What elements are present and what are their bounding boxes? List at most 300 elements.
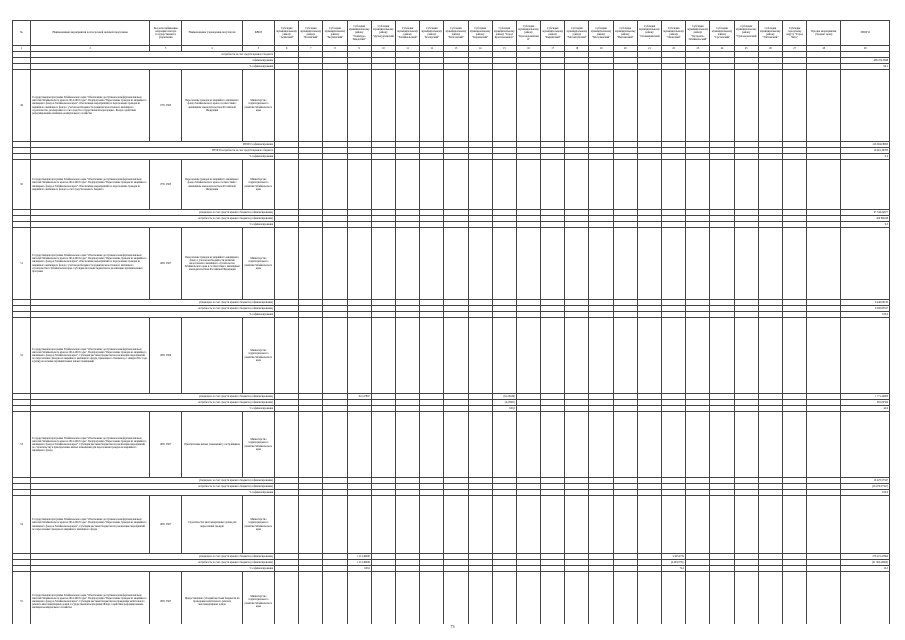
recipient: Переселение граждан из аварийного жилищного фонда с учетом необходимости развития малоэтажного жилищного строительства Забайкальского края в соответствии с жилищным законодательством Российской Федерации <box>182 228 242 300</box>
table-cell <box>492 70 516 142</box>
financing-label: потребность за счет средств краевого бюджета (софинансирование) <box>31 400 275 406</box>
kvsr: Министерство территориального развития Забайкальского края <box>242 572 274 625</box>
table-cell <box>541 318 565 394</box>
table-cell <box>468 572 492 625</box>
column-header: Наименование учреждения-получателя <box>182 21 242 46</box>
subsidy-table <box>12 20 890 624</box>
financing-total: 0,4 <box>841 154 890 160</box>
financing-total: 216 004,08993 <box>841 142 890 148</box>
table-cell <box>782 228 806 300</box>
table-cell <box>565 496 589 554</box>
table-cell <box>662 228 686 300</box>
column-number: 1 <box>13 46 31 52</box>
table-cell <box>275 496 299 554</box>
table-cell <box>710 412 734 478</box>
table-cell <box>492 412 516 478</box>
table-cell <box>637 496 661 554</box>
table-cell <box>395 412 419 478</box>
table-cell <box>492 160 516 210</box>
table-cell <box>347 228 371 300</box>
program-description: Государственная программа Забайкальского края "Обеспечение доступным и комфортным жильем жителей Забайкальского края на 2014-2018 годы". Подпрограмма "Переселение граждан из аварийного жилищного фонда в Забайкальском крае". Субсидии местным бюджетам на реализацию мероприятий по строительству и приобретению жилых помещений для переселения граждан из аварийного жилищного фонда <box>31 412 150 478</box>
table-cell <box>444 318 468 394</box>
column-header: Субсидия муниципальному району "Петровск-Забайкальский" <box>686 21 710 46</box>
table-cell <box>371 70 395 142</box>
table-cell <box>347 412 371 478</box>
table-cell <box>299 318 323 394</box>
table-cell <box>686 496 710 554</box>
column-header: Субсидия муниципальному району "Каларский" <box>420 21 444 46</box>
financing-label: % софинансирования <box>31 154 275 160</box>
column-header: Субсидия городскому округу "Город Чита" <box>782 21 806 46</box>
column-number: 14 <box>468 46 492 52</box>
financing-label: % софинансирования <box>31 566 275 572</box>
financing-total: 0,3 <box>841 222 890 228</box>
row-number: 54 <box>13 496 31 554</box>
row-number: 51 <box>13 228 31 300</box>
district-value: 100,0 <box>492 406 516 412</box>
table-cell <box>613 412 637 478</box>
table-cell <box>395 572 419 625</box>
table-cell <box>841 318 890 394</box>
column-header: Субсидия муниципальному району "Город Краснокаменск" <box>492 21 516 46</box>
financing-total: 270 221,47664 <box>841 554 890 560</box>
table-cell <box>299 228 323 300</box>
table-cell <box>686 412 710 478</box>
table-cell <box>565 70 589 142</box>
program-description: Государственная программа Забайкальского края "Обеспечение доступным и комфортным жильем жителей Забайкальского края на 2014-2018 годы". Подпрограмма "Переселение граждан из аварийного жилищного фонда в Забайкальском крае". Субсидии местным бюджетам на проведение капитального ремонта многоквартирных домов, государственной корпорации Фонда содействия реформированию жилищно-коммунального хозяйства <box>31 572 150 625</box>
header-row <box>13 21 890 46</box>
table-cell <box>589 572 613 625</box>
summary-label: % софинансирования <box>31 64 275 70</box>
recipient: Строительство многоквартирных домов для переселения граждан <box>182 496 242 554</box>
column-header: Субсидия муниципальному району "Агинский" <box>275 21 299 46</box>
table-cell <box>565 228 589 300</box>
financing-total: (21 362,40664) <box>841 560 890 566</box>
district-value: 821,47897 <box>347 394 371 400</box>
table-cell <box>347 318 371 394</box>
kvsr: Министерство территориального развития Забайкальского края <box>242 228 274 300</box>
financing-total: 100,0 <box>841 312 890 318</box>
column-header: Субсидия муниципальному району "Забайкальский" <box>395 21 419 46</box>
table-cell <box>637 70 661 142</box>
table-cell <box>565 160 589 210</box>
table-cell <box>734 318 758 394</box>
column-header: Субсидия муниципальному району "Ононский" <box>662 21 686 46</box>
recipient <box>182 318 242 394</box>
kvsr: Министерство территориального развития Забайкальского края <box>242 318 274 394</box>
table-cell <box>613 160 637 210</box>
table-cell <box>492 318 516 394</box>
column-header: КВСР <box>242 21 274 46</box>
table-cell <box>371 318 395 394</box>
table-cell <box>734 160 758 210</box>
table-cell <box>782 70 806 142</box>
table-cell <box>468 412 492 478</box>
table-cell <box>662 572 686 625</box>
program-row <box>13 160 890 210</box>
table-cell <box>323 412 347 478</box>
table-cell <box>710 228 734 300</box>
row-number: 50 <box>13 160 31 210</box>
table-cell <box>782 160 806 210</box>
financing-total: 12,3 <box>841 566 890 572</box>
financing-total: 16 470,57347 <box>841 478 890 484</box>
column-header: Субсидия муниципальному району "Улётовский" <box>758 21 782 46</box>
table-cell <box>492 228 516 300</box>
financing-label: потребность за счет средств краевого бюджета (софинансирование) <box>31 484 275 490</box>
column-number: 16 <box>516 46 540 52</box>
table-cell <box>807 70 841 142</box>
table-cell <box>395 318 419 394</box>
table-cell <box>807 496 841 554</box>
table-cell <box>807 318 841 394</box>
table-cell <box>444 412 468 478</box>
column-number: 11 <box>395 46 419 52</box>
table-cell <box>299 412 323 478</box>
table-cell <box>807 572 841 625</box>
table-cell <box>841 496 890 554</box>
table-cell <box>686 70 710 142</box>
column-number: 21 <box>637 46 661 52</box>
column-number: 10 <box>371 46 395 52</box>
table-cell <box>807 412 841 478</box>
district-value: (61,23439) <box>492 394 516 400</box>
table-cell <box>275 160 299 210</box>
summary-total: 94,1 <box>841 64 890 70</box>
table-cell <box>275 318 299 394</box>
table-cell <box>299 572 323 625</box>
table-cell <box>589 496 613 554</box>
program-row <box>13 572 890 625</box>
table-cell <box>395 160 419 210</box>
table-cell <box>420 160 444 210</box>
table-cell <box>589 318 613 394</box>
financing-total: 9 400,83537 <box>841 306 890 312</box>
column-header: Наименование мероприятия долгосрочной целевой программы <box>31 21 150 46</box>
table-cell <box>420 318 444 394</box>
district-value: 100,0 <box>347 566 371 572</box>
table-body <box>13 52 890 625</box>
financing-label: утверждено за счет средств краевого бюджета (софинансирование) <box>31 554 275 560</box>
column-header: Субсидия муниципальному району "Красночикойский" <box>516 21 540 46</box>
table-cell <box>758 70 782 142</box>
table-cell <box>371 572 395 625</box>
table-cell <box>807 228 841 300</box>
table-cell <box>420 70 444 142</box>
table-cell <box>492 572 516 625</box>
district-value: 1 213,46496 <box>347 554 371 560</box>
column-number: 26 <box>758 46 782 52</box>
column-number: 4 <box>182 46 242 52</box>
table-cell <box>299 496 323 554</box>
column-number: 3 <box>150 46 182 52</box>
district-value: 4 403,0731 <box>662 554 686 560</box>
table-cell <box>420 572 444 625</box>
table-cell <box>516 318 540 394</box>
table-cell <box>637 412 661 478</box>
table-cell <box>516 412 540 478</box>
table-cell <box>347 70 371 142</box>
table-cell <box>758 228 782 300</box>
table-cell <box>275 412 299 478</box>
table-cell <box>613 228 637 300</box>
column-header: Субсидия муниципальному району "Тунгокоченский" <box>734 21 758 46</box>
program-row <box>13 228 890 300</box>
column-number: 15 <box>492 46 516 52</box>
table-cell <box>516 572 540 625</box>
classification-code: 0751 0503 <box>150 70 182 142</box>
table-cell <box>758 318 782 394</box>
district-value: 74,2 <box>662 566 686 572</box>
recipient: Приобретение жилых помещений у застройщиков <box>182 412 242 478</box>
column-header: ИТОГО <box>841 21 890 46</box>
recipient: Переселение граждан из аварийного жилищного фонда Забайкальского края в соответствии с жилищным законодательством Российской Федерации <box>182 160 242 210</box>
table-cell <box>710 160 734 210</box>
table-cell <box>734 70 758 142</box>
table-cell <box>516 228 540 300</box>
table-cell <box>662 412 686 478</box>
column-header: Субсидия муниципальному району "Калганский" <box>444 21 468 46</box>
column-number: 18 <box>565 46 589 52</box>
district-value: 1 213,46496 <box>347 560 371 566</box>
table-cell <box>637 318 661 394</box>
column-number: 5 <box>242 46 274 52</box>
table-cell <box>782 496 806 554</box>
summary-label: потребность за счет средств краевого бюджета <box>31 52 275 58</box>
column-number: 19 <box>589 46 613 52</box>
column-header: Субсидия муниципальному району "Карымский" <box>468 21 492 46</box>
column-header: Субсидия муниципальному району "Балейский" <box>299 21 323 46</box>
column-number: 23 <box>686 46 710 52</box>
column-number: 2 <box>31 46 150 52</box>
table-cell <box>841 228 890 300</box>
column-number: 13 <box>444 46 468 52</box>
table-cell <box>420 496 444 554</box>
table-cell <box>371 496 395 554</box>
table-cell <box>323 70 347 142</box>
table-cell <box>662 160 686 210</box>
table-cell <box>468 228 492 300</box>
table-cell <box>468 496 492 554</box>
column-number: 8 <box>323 46 347 52</box>
table-cell <box>516 70 540 142</box>
table-cell <box>637 572 661 625</box>
financing-label: ИТОГО софинансирование <box>31 142 275 148</box>
table-cell <box>662 496 686 554</box>
column-number: 12 <box>420 46 444 52</box>
financing-label: потребность за счет средств краевого бюджета (софинансирование) <box>31 216 275 222</box>
table-cell <box>347 496 371 554</box>
table-cell <box>541 572 565 625</box>
table-cell <box>468 160 492 210</box>
table-cell <box>841 70 890 142</box>
table-cell <box>299 70 323 142</box>
district-value: (4 403,0731) <box>662 560 686 566</box>
column-header: Прочие мероприятия (бюджет края) <box>807 21 841 46</box>
table-cell <box>841 572 890 625</box>
program-description: Государственная программа Забайкальского края "Обеспечение доступным и комфортным жильем жителей Забайкальского края на 2014-2018 годы". Подпрограмма "Переселение граждан из аварийного жилищного фонда в Забайкальском крае". Обеспечение мероприятий по переселению граждан из аварийного жилищного фонда за счет средств краевого бюджета <box>31 160 150 210</box>
column-header: Субсидия муниципальному району "Кыринский" <box>541 21 565 46</box>
classification-code: 0751 0503 <box>150 160 182 210</box>
column-number: 22 <box>662 46 686 52</box>
summary-total: 496 252,3648 <box>841 58 890 64</box>
table-cell <box>444 496 468 554</box>
financing-label: утверждено за счет средств краевого бюджета (софинансирование) <box>31 394 275 400</box>
financing-total: 44,9 <box>841 406 890 412</box>
column-number: 7 <box>299 46 323 52</box>
classification-code: 0651 0506 <box>150 318 182 394</box>
table-cell <box>347 572 371 625</box>
table-cell <box>758 160 782 210</box>
table-cell <box>686 160 710 210</box>
column-header: Код классификации операций сектора государственного управления <box>150 21 182 46</box>
column-header: Субсидия муниципальному району "Могочинский" <box>589 21 613 46</box>
column-number: 29 <box>841 46 890 52</box>
table-cell <box>395 228 419 300</box>
table-cell <box>541 412 565 478</box>
table-cell <box>710 496 734 554</box>
table-cell <box>758 572 782 625</box>
table-cell <box>841 160 890 210</box>
table-cell <box>589 412 613 478</box>
table-cell <box>841 412 890 478</box>
table-cell <box>395 496 419 554</box>
classification-code: 0651 0507 <box>150 572 182 625</box>
table-cell <box>420 228 444 300</box>
table-cell <box>323 496 347 554</box>
financing-total: 67 544,24677 <box>841 210 890 216</box>
table-cell <box>323 228 347 300</box>
financing-label: потребность за счет средств краевого бюджета (софинансирование) <box>31 560 275 566</box>
column-header: Субсидия муниципальному району "Нерчинский" <box>613 21 637 46</box>
table-cell <box>662 70 686 142</box>
table-cell <box>371 228 395 300</box>
column-number: 24 <box>710 46 734 52</box>
column-number: 17 <box>541 46 565 52</box>
financing-label: % софинансирования <box>31 490 275 496</box>
column-header: Субсидия муниципальному району "Борзинский" <box>323 21 347 46</box>
financing-total: 6 440,09143 <box>841 300 890 306</box>
financing-total: 16 461,39783 <box>841 148 890 154</box>
table-cell <box>541 70 565 142</box>
table-cell <box>516 160 540 210</box>
column-number: 9 <box>347 46 371 52</box>
table-cell <box>299 160 323 210</box>
classification-code: 0651 0507 <box>150 496 182 554</box>
financing-label: ИТОГО потребность за счет средств краевого бюджета <box>31 148 275 154</box>
summary-label: софинансирование <box>31 58 275 64</box>
kvsr: Министерство территориального развития Забайкальского края <box>242 160 274 210</box>
table-cell <box>613 318 637 394</box>
recipient: Переселение граждан из аварийного жилищного фонда Забайкальского края в соответствии с жилищным законодательством Российской Федерации <box>182 70 242 142</box>
table-cell <box>371 412 395 478</box>
financing-label: % софинансирования <box>31 312 275 318</box>
financing-total: 100,0 <box>841 490 890 496</box>
table-cell <box>662 318 686 394</box>
column-header: Субсидия муниципальному району "Газимуро-Заводский" <box>347 21 371 46</box>
table-cell <box>613 496 637 554</box>
financing-total: (16 470,57347) <box>841 484 890 490</box>
table-cell <box>444 160 468 210</box>
table-cell <box>565 412 589 478</box>
financing-label: потребность за счет средств краевого бюджета (софинансирование) <box>31 306 275 312</box>
program-description: Государственная программа Забайкальского края "Обеспечение доступным и комфортным жильем жителей Забайкальского края на 2014-2018 годы". Подпрограмма "Переселение граждан из аварийного жилищного фонда в Забайкальском крае". Обеспечение мероприятий по переселению граждан из аварийного жилищного фонда с учетом необходимости развития малоэтажного жилищного строительства в Забайкальском крае. Субсидии местным бюджетам на реализацию муниципальных программ <box>31 228 150 300</box>
table-cell <box>444 572 468 625</box>
financing-label: утверждено за счет средств краевого бюджета (софинансирование) <box>31 478 275 484</box>
table-cell <box>541 228 565 300</box>
table-cell <box>468 70 492 142</box>
table-cell <box>541 160 565 210</box>
column-header: № <box>13 21 31 46</box>
financing-label: % софинансирования <box>31 222 275 228</box>
financing-label: утверждено за счет средств краевого бюджета (софинансирование) <box>31 210 275 216</box>
table-cell <box>589 70 613 142</box>
table-cell <box>637 160 661 210</box>
table-cell <box>686 318 710 394</box>
table-cell <box>710 70 734 142</box>
table-cell <box>565 572 589 625</box>
table-cell <box>710 318 734 394</box>
financing-total: 200 866,88 <box>841 216 890 222</box>
column-header: Субсидия муниципальному району "Сретенский" <box>710 21 734 46</box>
table-cell <box>420 412 444 478</box>
row-number: 55 <box>13 572 31 625</box>
table-cell <box>541 496 565 554</box>
column-number: 20 <box>613 46 637 52</box>
kvsr: Министерство территориального развития Забайкальского края <box>242 70 274 142</box>
table-cell <box>565 318 589 394</box>
table-cell <box>275 228 299 300</box>
table-cell <box>734 572 758 625</box>
table-cell <box>613 70 637 142</box>
column-number: 6 <box>275 46 299 52</box>
table-cell <box>782 412 806 478</box>
document-sheet <box>12 20 890 624</box>
table-cell <box>468 318 492 394</box>
table-cell <box>371 160 395 210</box>
program-row <box>13 318 890 394</box>
financing-total: 681,02594 <box>841 400 890 406</box>
table-cell <box>492 496 516 554</box>
table-cell <box>444 70 468 142</box>
program-description: Государственная программа Забайкальского края "Обеспечение доступным и комфортным жильем жителей Забайкальского края на 2014-2018 годы". Подпрограмма "Переселение граждан из аварийного жилищного фонда в Забайкальском крае". Обеспечение мероприятий по переселению граждан из аварийного жилищного фонда с учетом необходимости развития малоэтажного жилищного строительства, реализуемых за счет средств государственной корпорации - Фонда содействия реформированию жилищно-коммунального хозяйства <box>31 70 150 142</box>
financing-label: % софинансирования <box>31 406 275 412</box>
kvsr: Министерство территориального развития Забайкальского края <box>242 412 274 478</box>
column-header: Субсидия муниципальному району "Могойтуйский" <box>565 21 589 46</box>
program-row <box>13 70 890 142</box>
table-cell <box>734 412 758 478</box>
table-cell <box>395 70 419 142</box>
column-number: 27 <box>782 46 806 52</box>
classification-code: 0651 0507 <box>150 412 182 478</box>
program-row <box>13 412 890 478</box>
column-number: 25 <box>734 46 758 52</box>
program-description: Государственная программа Забайкальского края "Обеспечение доступным и комфортным жильем жителей Забайкальского края на 2014-2018 годы". Подпрограмма "Переселение граждан из аварийного жилищного фонда в Забайкальском крае". Субсидии местным бюджетам на реализацию мероприятий по переселению граждан из аварийного жилищного фонда, признанного таковым до 1 января 2012 года, и (или) расселению муниципальных жилых помещений <box>31 318 150 394</box>
table-cell <box>710 572 734 625</box>
table-cell <box>734 228 758 300</box>
program-description: Государственная программа Забайкальского края "Обеспечение доступным и комфортным жильем жителей Забайкальского края на 2014-2018 годы". Подпрограмма "Переселение граждан из аварийного жилищного фонда в Забайкальском крае". Субсидии местным бюджетам на реализацию мероприятий по переселению граждан из аварийного жилищного фонда <box>31 496 150 554</box>
kvsr: Министерство территориального развития Забайкальского края <box>242 496 274 554</box>
row-number: 49 <box>13 70 31 142</box>
page-number: 73 <box>450 624 455 629</box>
table-cell <box>782 572 806 625</box>
table-cell <box>323 572 347 625</box>
program-row <box>13 496 890 554</box>
column-header: Субсидия муниципальному району "Дульдургинский" <box>371 21 395 46</box>
table-cell <box>758 496 782 554</box>
column-number: 28 <box>807 46 841 52</box>
table-cell <box>686 572 710 625</box>
